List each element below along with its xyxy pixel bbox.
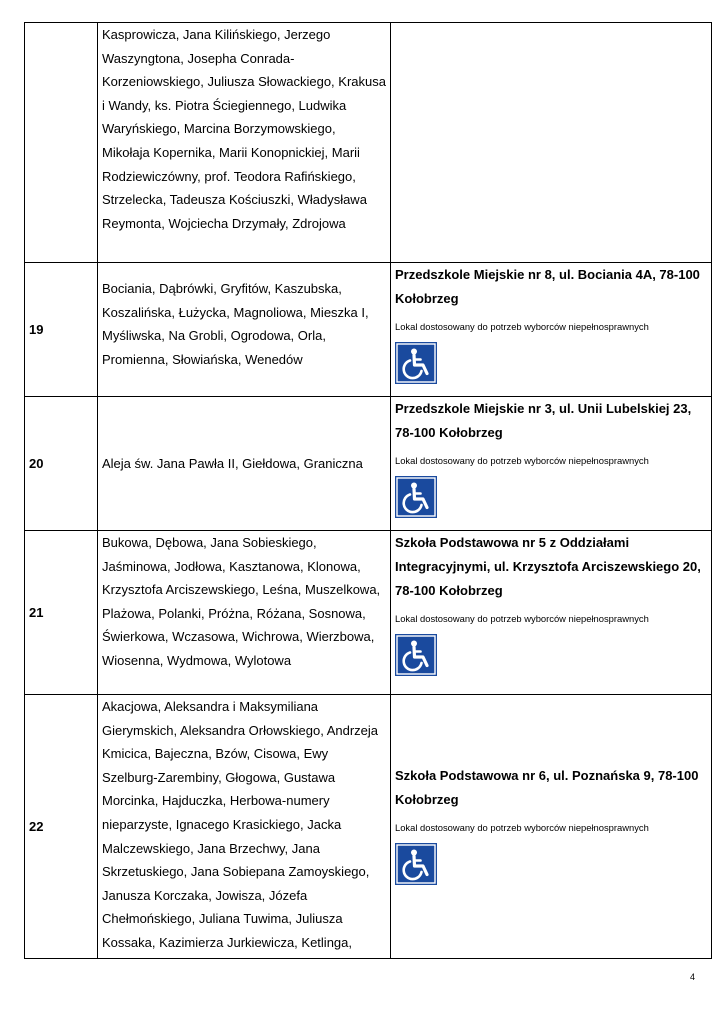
wheelchair-icon	[395, 342, 437, 384]
table-row	[25, 23, 712, 263]
polling-place-cell	[391, 695, 712, 959]
polling-place-name: Przedszkole Miejskie nr 3, ul. Unii Lubelskiej 23, 78-100 Kołobrzeg	[395, 401, 692, 440]
district-streets: Bukowa, Dębowa, Jana Sobieskiego, Jaśminowa, Jodłowa, Kasztanowa, Klonowa, Krzysztofa Arciszewskiego, Leśna, Muszelkowa, Plażowa, Polanki, Próżna, Różana, Sosnowa, Świerkowa, Wczasowa, Wichrowa, Wierzbowa, Wiosenna, Wydmowa, Wylotowa	[98, 531, 391, 695]
table-row	[25, 397, 712, 531]
polling-place-cell	[391, 531, 712, 695]
polling-districts-table	[24, 22, 712, 959]
district-streets	[98, 263, 391, 397]
table-row	[25, 263, 712, 397]
district-streets: Akacjowa, Aleksandra i Maksymiliana Gierymskich, Aleksandra Orłowskiego, Andrzeja Kmicica, Bajeczna, Bzów, Cisowa, Ewy Szelburg-Zarembiny, Głogowa, Gustawa Morcinka, Hajduczka, Herbowa-numery nieparzyste, Ignacego Krasickiego, Jacka Malczewskiego, Jana Brzechwy, Jana Skrzetuskiego, Jana Sobiepana Zamoyskiego, Janusza Korczaka, Jowisza, Józefa Chełmońskiego, Juliana Tuwima, Juliusza Kossaka, Kazimierza Jurkiewicza, Ketlinga,	[98, 695, 391, 959]
district-number: 21	[25, 531, 98, 695]
polling-place-cell	[391, 23, 712, 263]
accessibility-note: Lokal dostosowany do potrzeb wyborców niepełnosprawnych	[395, 613, 649, 624]
district-number	[25, 23, 98, 263]
polling-place-name: Przedszkole Miejskie nr 8, ul. Bociania 4A, 78-100 Kołobrzeg	[395, 267, 700, 306]
polling-place-name: Szkoła Podstawowa nr 5 z Oddziałami Integracyjnymi, ul. Krzysztofa Arciszewskiego 20, 78-100 Kołobrzeg	[395, 535, 701, 598]
wheelchair-icon	[395, 634, 437, 676]
district-streets-text: Aleja św. Jana Pawła II, Giełdowa, Graniczna	[102, 455, 363, 471]
accessibility-note: Lokal dostosowany do potrzeb wyborców niepełnosprawnych	[395, 321, 649, 332]
district-number: 19	[25, 263, 98, 397]
district-streets-text: Bociania, Dąbrówki, Gryfitów, Kaszubska, Koszalińska, Łużycka, Magnoliowa, Mieszka I, Myśliwska, Na Grobli, Ogrodowa, Orla, Promienna, Słowiańska, Wenedów	[102, 281, 369, 367]
wheelchair-icon	[395, 476, 437, 518]
polling-place-name: Szkoła Podstawowa nr 6, ul. Poznańska 9, 78-100 Kołobrzeg	[395, 768, 699, 807]
district-number: 20	[25, 397, 98, 531]
accessibility-note: Lokal dostosowany do potrzeb wyborców niepełnosprawnych	[395, 455, 649, 466]
wheelchair-icon	[395, 843, 437, 885]
polling-place-cell	[391, 397, 712, 531]
accessibility-note: Lokal dostosowany do potrzeb wyborców niepełnosprawnych	[395, 822, 649, 833]
district-number: 22	[25, 695, 98, 959]
district-streets	[98, 397, 391, 531]
table-row	[25, 531, 712, 695]
page-number: 4	[690, 972, 696, 982]
polling-place-cell	[391, 263, 712, 397]
district-streets: Kasprowicza, Jana Kilińskiego, Jerzego Waszyngtona, Josepha Conrada-Korzeniowskiego, Juliusza Słowackiego, Krakusa i Wandy, ks. Piotra Ściegiennego, Ludwika Waryńskiego, Marcina Borzymowskiego, Mikołaja Kopernika, Marii Konopnickiej, Marii Rodziewiczówny, prof. Teodora Rafińskiego, Strzelecka, Tadeusza Kościuszki, Władysława Reymonta, Wojciecha Drzymały, Zdrojowa	[98, 23, 391, 263]
table-row	[25, 695, 712, 959]
